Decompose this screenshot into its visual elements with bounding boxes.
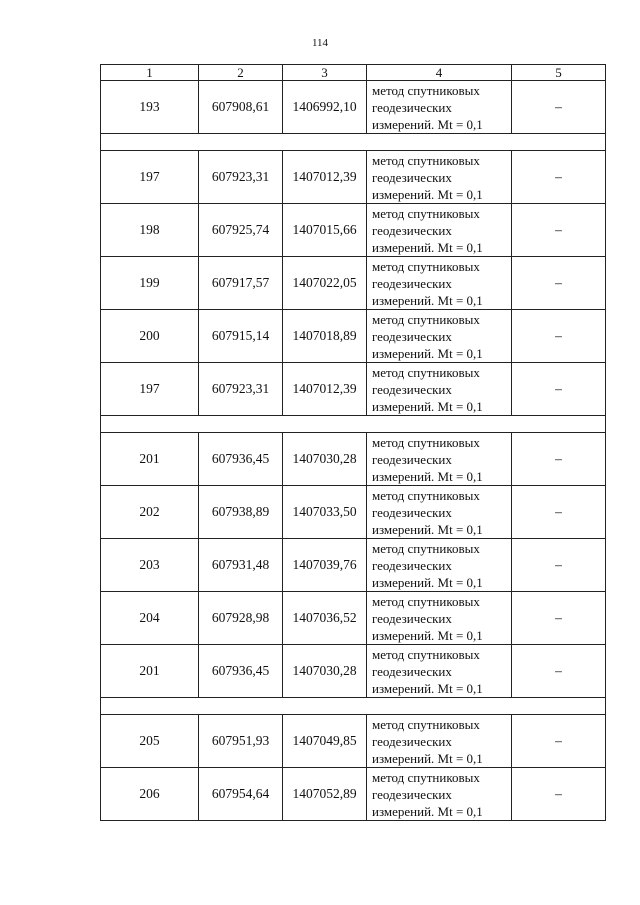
method-cell <box>367 310 512 363</box>
point-number-cell: 200 <box>101 310 199 363</box>
table-row <box>101 204 606 257</box>
coordinates-table <box>100 64 606 821</box>
description-cell: – <box>512 715 606 768</box>
table-row <box>101 715 606 768</box>
x-coordinate-cell: 607915,14 <box>199 310 283 363</box>
method-line: геодезических <box>372 451 452 467</box>
table-row <box>101 645 606 698</box>
y-coordinate-cell: 1407012,39 <box>283 363 367 416</box>
y-coordinate-cell: 1407018,89 <box>283 310 367 363</box>
table-row <box>101 433 606 486</box>
point-number-cell: 201 <box>101 433 199 486</box>
column-header: 5 <box>512 65 606 81</box>
method-cell <box>367 645 512 698</box>
method-cell <box>367 257 512 310</box>
method-cell <box>367 768 512 821</box>
y-coordinate-cell: 1407052,89 <box>283 768 367 821</box>
y-coordinate-cell: 1407033,50 <box>283 486 367 539</box>
method-line: геодезических <box>372 557 452 573</box>
method-line: измерений. Mt = 0,1 <box>372 627 483 643</box>
method-line: измерений. Mt = 0,1 <box>372 574 483 590</box>
method-line: геодезических <box>372 663 452 679</box>
table-row <box>101 768 606 821</box>
table-row <box>101 486 606 539</box>
table-row <box>101 310 606 363</box>
method-line: метод спутниковых <box>372 205 480 221</box>
x-coordinate-cell: 607936,45 <box>199 433 283 486</box>
x-coordinate-cell: 607951,93 <box>199 715 283 768</box>
method-cell <box>367 715 512 768</box>
description-cell: – <box>512 433 606 486</box>
method-line: геодезических <box>372 733 452 749</box>
table-row <box>101 257 606 310</box>
method-cell <box>367 592 512 645</box>
x-coordinate-cell: 607925,74 <box>199 204 283 257</box>
method-cell <box>367 81 512 134</box>
method-cell <box>367 363 512 416</box>
method-cell <box>367 151 512 204</box>
x-coordinate-cell: 607923,31 <box>199 363 283 416</box>
group-separator-row <box>101 416 606 433</box>
method-line: метод спутниковых <box>372 540 480 556</box>
method-line: измерений. Mt = 0,1 <box>372 398 483 414</box>
point-number-cell: 198 <box>101 204 199 257</box>
y-coordinate-cell: 1407015,66 <box>283 204 367 257</box>
description-cell: – <box>512 310 606 363</box>
point-number-cell: 197 <box>101 363 199 416</box>
method-line: геодезических <box>372 786 452 802</box>
method-line: геодезических <box>372 275 452 291</box>
point-number-cell: 201 <box>101 645 199 698</box>
method-line: метод спутниковых <box>372 311 480 327</box>
group-separator-row <box>101 134 606 151</box>
method-cell <box>367 204 512 257</box>
x-coordinate-cell: 607954,64 <box>199 768 283 821</box>
method-line: измерений. Mt = 0,1 <box>372 116 483 132</box>
method-cell <box>367 486 512 539</box>
method-line: измерений. Mt = 0,1 <box>372 239 483 255</box>
x-coordinate-cell: 607938,89 <box>199 486 283 539</box>
point-number-cell: 202 <box>101 486 199 539</box>
method-line: метод спутниковых <box>372 364 480 380</box>
column-header: 4 <box>367 65 512 81</box>
x-coordinate-cell: 607928,98 <box>199 592 283 645</box>
column-header: 1 <box>101 65 199 81</box>
method-line: метод спутниковых <box>372 82 480 98</box>
description-cell: – <box>512 539 606 592</box>
description-cell: – <box>512 363 606 416</box>
point-number-cell: 199 <box>101 257 199 310</box>
point-number-cell: 203 <box>101 539 199 592</box>
y-coordinate-cell: 1407022,05 <box>283 257 367 310</box>
point-number-cell: 206 <box>101 768 199 821</box>
method-line: измерений. Mt = 0,1 <box>372 292 483 308</box>
description-cell: – <box>512 592 606 645</box>
group-separator-cell <box>101 134 606 151</box>
method-line: метод спутниковых <box>372 646 480 662</box>
y-coordinate-cell: 1407036,52 <box>283 592 367 645</box>
method-line: измерений. Mt = 0,1 <box>372 680 483 696</box>
method-cell <box>367 433 512 486</box>
description-cell: – <box>512 204 606 257</box>
method-line: геодезических <box>372 99 452 115</box>
method-line: измерений. Mt = 0,1 <box>372 468 483 484</box>
y-coordinate-cell: 1407012,39 <box>283 151 367 204</box>
description-cell: – <box>512 151 606 204</box>
method-line: метод спутниковых <box>372 434 480 450</box>
method-line: измерений. Mt = 0,1 <box>372 345 483 361</box>
description-cell: – <box>512 768 606 821</box>
method-line: геодезических <box>372 504 452 520</box>
column-header: 3 <box>283 65 367 81</box>
method-cell <box>367 539 512 592</box>
method-line: метод спутниковых <box>372 716 480 732</box>
method-line: измерений. Mt = 0,1 <box>372 521 483 537</box>
table-body <box>101 81 606 821</box>
table-row <box>101 363 606 416</box>
method-line: геодезических <box>372 328 452 344</box>
group-separator-cell <box>101 698 606 715</box>
method-line: геодезических <box>372 169 452 185</box>
point-number-cell: 197 <box>101 151 199 204</box>
table-header-row <box>101 65 606 81</box>
table-row <box>101 539 606 592</box>
description-cell: – <box>512 257 606 310</box>
method-line: измерений. Mt = 0,1 <box>372 803 483 819</box>
column-header: 2 <box>199 65 283 81</box>
point-number-cell: 205 <box>101 715 199 768</box>
y-coordinate-cell: 1407039,76 <box>283 539 367 592</box>
page-number: 114 <box>311 37 329 49</box>
description-cell: – <box>512 486 606 539</box>
point-number-cell: 204 <box>101 592 199 645</box>
table-row <box>101 592 606 645</box>
method-line: метод спутниковых <box>372 769 480 785</box>
method-line: метод спутниковых <box>372 487 480 503</box>
table-row <box>101 151 606 204</box>
point-number-cell: 193 <box>101 81 199 134</box>
description-cell: – <box>512 645 606 698</box>
x-coordinate-cell: 607936,45 <box>199 645 283 698</box>
method-line: измерений. Mt = 0,1 <box>372 750 483 766</box>
y-coordinate-cell: 1407030,28 <box>283 645 367 698</box>
group-separator-row <box>101 698 606 715</box>
y-coordinate-cell: 1407049,85 <box>283 715 367 768</box>
method-line: измерений. Mt = 0,1 <box>372 186 483 202</box>
y-coordinate-cell: 1407030,28 <box>283 433 367 486</box>
method-line: геодезических <box>372 610 452 626</box>
x-coordinate-cell: 607917,57 <box>199 257 283 310</box>
x-coordinate-cell: 607908,61 <box>199 81 283 134</box>
method-line: метод спутниковых <box>372 258 480 274</box>
method-line: геодезических <box>372 381 452 397</box>
method-line: метод спутниковых <box>372 152 480 168</box>
method-line: метод спутниковых <box>372 593 480 609</box>
group-separator-cell <box>101 416 606 433</box>
table-row <box>101 81 606 134</box>
x-coordinate-cell: 607931,48 <box>199 539 283 592</box>
method-line: геодезических <box>372 222 452 238</box>
x-coordinate-cell: 607923,31 <box>199 151 283 204</box>
description-cell: – <box>512 81 606 134</box>
y-coordinate-cell: 1406992,10 <box>283 81 367 134</box>
